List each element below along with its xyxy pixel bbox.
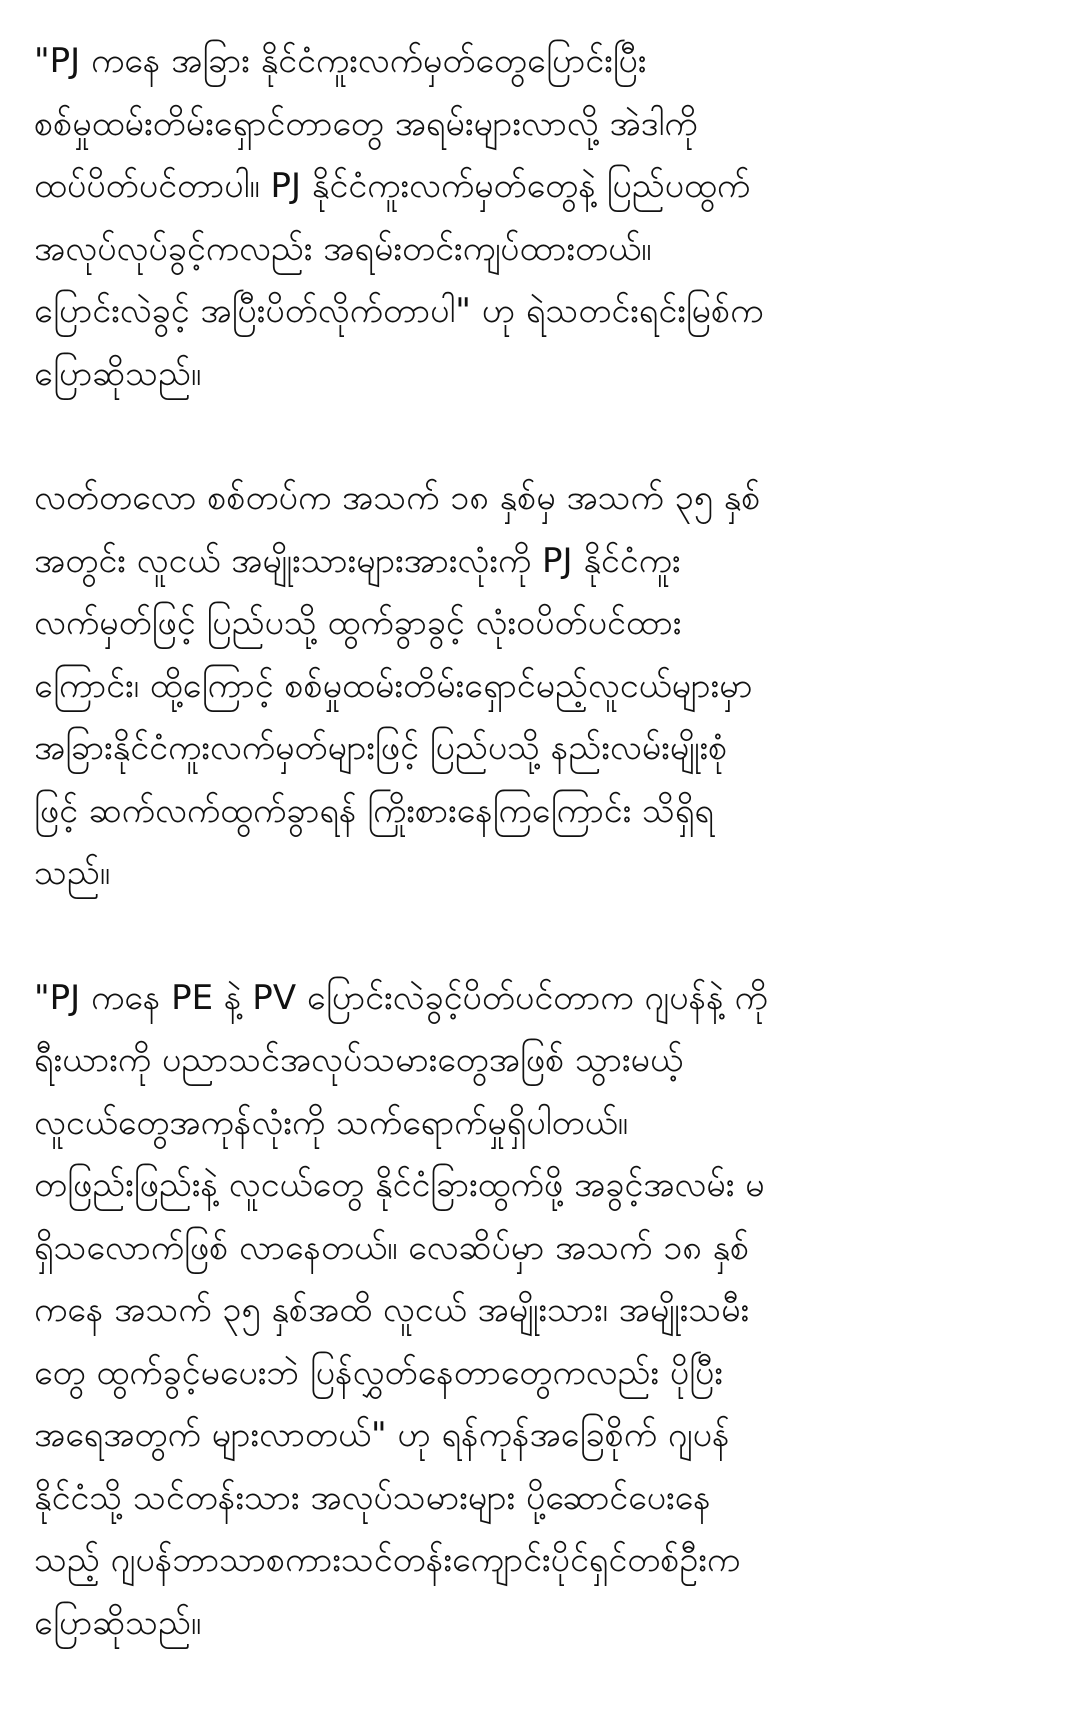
text-line: "PJ ကနေ PE နဲ့ PV ပြောင်းလဲခွင့်ပိတ်ပင်တာက ဂျပန်နဲ့ ကို bbox=[34, 977, 768, 1018]
text-line: အခြားနိုင်ငံကူးလက်မှတ်များဖြင့် ပြည်ပသို့ နည်းလမ်းမျိုးစုံ bbox=[34, 728, 728, 768]
text-line: ကနေ အသက် ၃၅ နှစ်အထိ လူငယ် အမျိုးသား၊ အမျိုးသမီး bbox=[34, 1290, 750, 1330]
text-line: လတ်တလော စစ်တပ်က အသက် ၁၈ နှစ်မှ အသက် ၃၅ နှစ် bbox=[34, 478, 761, 518]
text-line: သည်။ bbox=[34, 853, 111, 893]
text-line: အရေအတွက် များလာတယ်" ဟု ရန်ကုန်အခြေစိုက် ဂျပန် bbox=[34, 1415, 730, 1455]
text-line: ရှိသလောက်ဖြစ် လာနေတယ်။ လေဆိပ်မှာ အသက် ၁၈ နှစ် bbox=[34, 1227, 750, 1268]
text-line: တဖြည်းဖြည်းနဲ့ လူငယ်တွေ နိုင်ငံခြားထွက်ဖို့ အခွင့်အလမ်း မ bbox=[34, 1165, 765, 1205]
article-body bbox=[34, 30, 1034, 1716]
paragraph-2 bbox=[34, 467, 1034, 905]
text-line: ဖြင့် ဆက်လက်ထွက်ခွာရန် ကြိုးစားနေကြကြောင်း သိရှိရ bbox=[34, 790, 714, 831]
text-line: ရီးယားကို ပညာသင်အလုပ်သမားတွေအဖြစ် သွားမယ့် bbox=[34, 1040, 683, 1080]
text-line: အလုပ်လုပ်ခွင့်ကလည်း အရမ်းတင်းကျပ်ထားတယ်။ bbox=[34, 228, 652, 269]
text-line: နိုင်ငံသို့ သင်တန်းသား အလုပ်သမားများ ပို့ဆောင်ပေးနေ bbox=[34, 1477, 711, 1518]
text-line: ပြောဆိုသည်။ bbox=[34, 353, 202, 394]
text-line: ကြောင်း၊ ထို့ကြောင့် စစ်မှုထမ်းတိမ်းရှောင်မည့်လူငယ်များမှာ bbox=[34, 665, 753, 706]
text-line: စစ်မှုထမ်းတိမ်းရှောင်တာတွေ အရမ်းများလာလို့ အဲဒါကို bbox=[34, 103, 698, 144]
paragraph-3 bbox=[34, 967, 1034, 1655]
text-line: လက်မှတ်ဖြင့် ပြည်ပသို့ ထွက်ခွာခွင့် လုံးဝပိတ်ပင်ထား bbox=[34, 603, 682, 643]
text-line: သည့် ဂျပန်ဘာသာစကားသင်တန်းကျောင်းပိုင်ရှင်တစ်ဦးက bbox=[34, 1540, 741, 1580]
text-line: "PJ ကနေ အခြား နိုင်ငံကူးလက်မှတ်တွေပြောင်းပြီး bbox=[34, 41, 647, 81]
text-line: ထပ်ပိတ်ပင်တာပါ။ PJ နိုင်ငံကူးလက်မှတ်တွေနဲ့ ပြည်ပထွက် bbox=[34, 166, 751, 206]
text-line: ပြောဆိုသည်။ bbox=[34, 1602, 202, 1643]
text-line: တွေ ထွက်ခွင့်မပေးဘဲ ပြန်လွှတ်နေတာတွေကလည်း ပိုပြီး bbox=[34, 1352, 723, 1393]
paragraph-1 bbox=[34, 30, 1034, 405]
text-line: ပြောင်းလဲခွင့် အပြီးပိတ်လိုက်တာပါ" ဟု ရဲသတင်းရင်းမြစ်က bbox=[34, 291, 764, 331]
text-line: လူငယ်တွေအကုန်လုံးကို သက်ရောက်မှုရှိပါတယ်။ bbox=[34, 1102, 628, 1143]
text-line: အတွင်း လူငယ် အမျိုးသားများအားလုံးကို PJ နိုင်ငံကူး bbox=[34, 540, 681, 581]
